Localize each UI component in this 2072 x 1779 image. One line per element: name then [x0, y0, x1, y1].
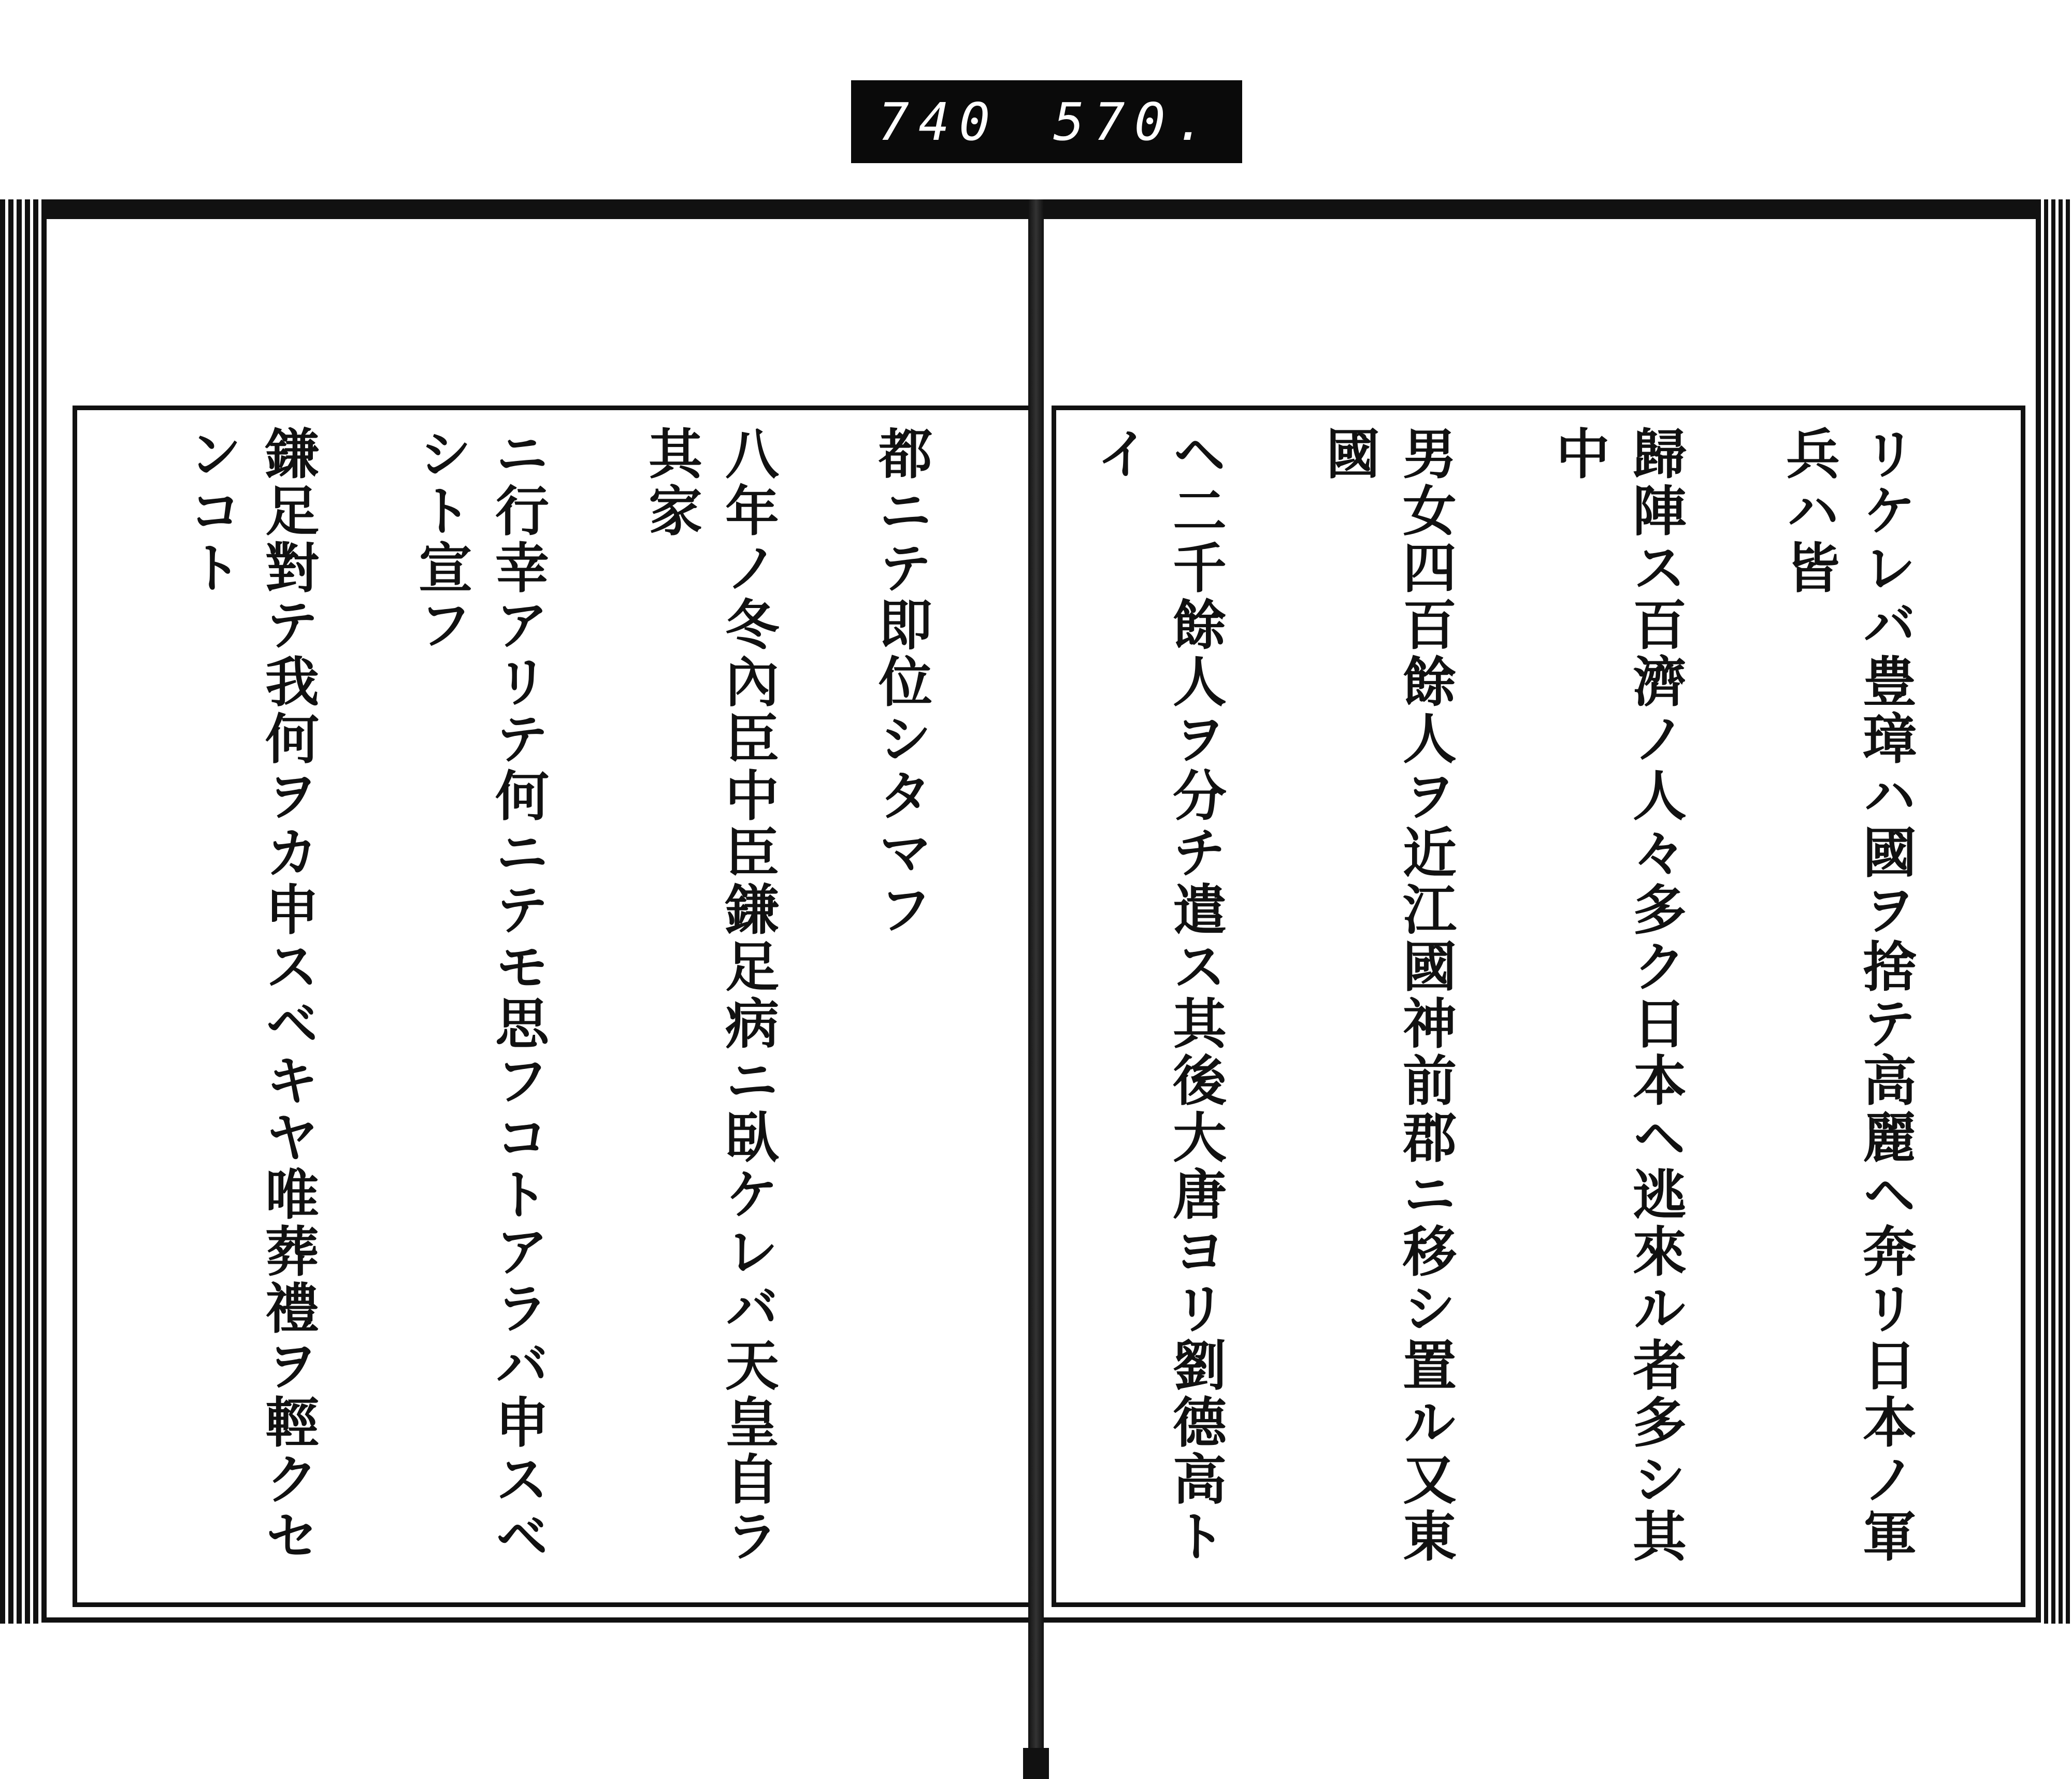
catalog-number-right: 570.: [1053, 91, 1216, 152]
right-page-text: [1077, 426, 2000, 1587]
left-line: 鎌足對テ我何ヲカ申スベキヤ唯葬禮ヲ輕クセンコト: [179, 426, 320, 1565]
book-spine: [1028, 199, 1044, 1779]
page-edges-left: [0, 199, 41, 1624]
left-page-text: [98, 426, 1016, 1587]
catalog-label: [851, 80, 1242, 163]
right-line: ヘ二千餘人ヲ分チ遣ス其後大唐ヨリ劉德高トイ: [1087, 426, 1227, 1565]
left-line: 都ニテ即位シタマフ: [869, 426, 933, 938]
right-line: 男女四百餘人ヲ近江國神前郡ニ移シ置ル又東國: [1317, 426, 1457, 1565]
catalog-number-left: 740: [877, 91, 1000, 152]
right-page-text-frame: [1052, 406, 2025, 1607]
page-edges-right: [2041, 199, 2072, 1624]
right-page: [1041, 214, 2041, 1623]
left-line: 八年ノ冬內臣中臣鎌足病ニ臥ケレバ天皇自ラ其家: [639, 426, 780, 1565]
left-page: [41, 214, 1036, 1623]
left-line: ニ行幸アリテ何ニテモ思フコトアラバ申スベシト宣フ: [409, 426, 550, 1565]
open-book: [0, 199, 2072, 1650]
right-line: 歸陣ス百濟ノ人々多ク日本ヘ逃來ル者多シ其中: [1547, 426, 1687, 1565]
book-spine-tail: [1023, 1748, 1049, 1779]
left-page-text-frame: [73, 406, 1041, 1607]
right-line: リケレバ豊璋ハ國ヲ捨テ高麗ヘ奔リ日本ノ軍兵ハ皆: [1777, 426, 1917, 1565]
